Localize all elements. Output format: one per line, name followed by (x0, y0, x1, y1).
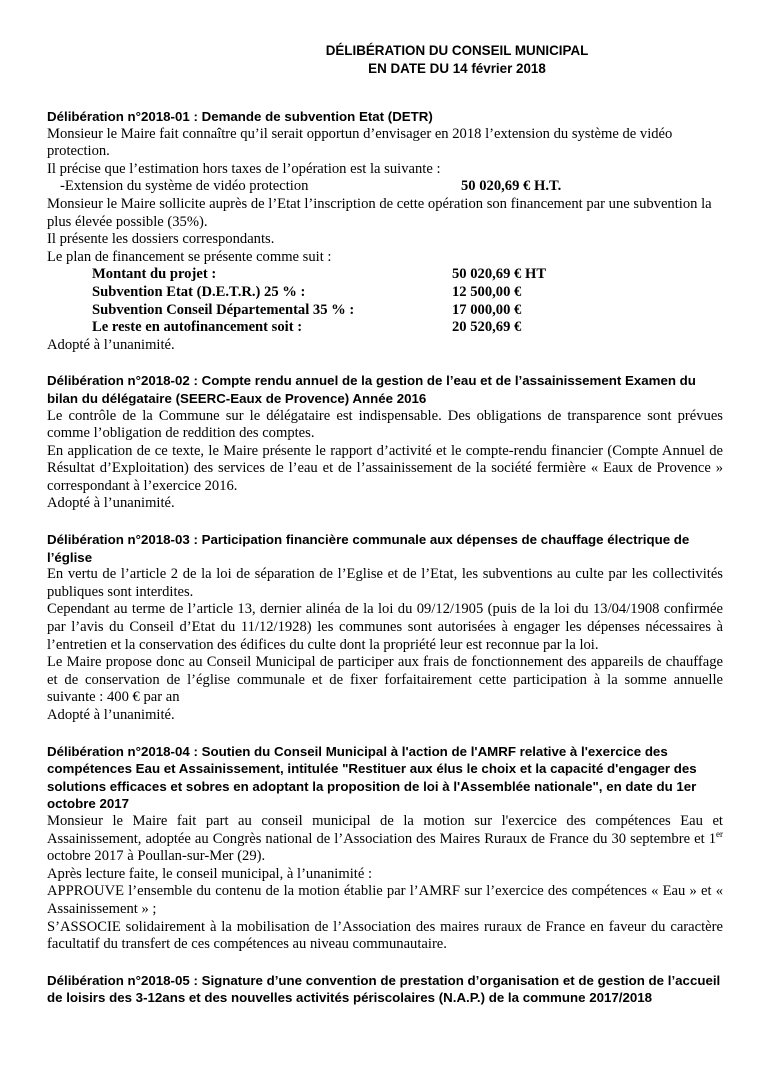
document-title (237, 42, 677, 77)
paragraph: Il précise que l’estimation hors taxes de l’opération est la suivante : (47, 160, 441, 177)
deliberation-heading: Délibération n°2018-03 : Participation financière communale aux dépenses de chauffage électrique de l’église (47, 532, 690, 565)
adopted-note: Adopté à l’unanimité. (47, 707, 175, 723)
adopted-note: Adopté à l’unanimité. (47, 495, 175, 512)
adopted-note: Adopté à l’unanimité. (47, 336, 175, 353)
paragraph: En vertu de l’article 2 de la loi de séparation de l’Eglise et de l’Etat, les subventions au culte par les collectivités publiques sont interdites. (47, 566, 723, 600)
financing-row (47, 302, 723, 320)
deliberation-2018-04 (47, 743, 723, 954)
financing-label: Subvention Etat (D.E.T.R.) 25 % : (92, 283, 306, 300)
deliberation-2018-02 (47, 372, 723, 513)
financing-value: 17 000,00 € (452, 301, 522, 318)
financing-value: 12 500,00 € (452, 283, 522, 300)
paragraph: Monsieur le Maire sollicite auprès de l’Etat l’inscription de cette opération son financement par une subvention la plus élevée possible (35%). (47, 195, 712, 230)
financing-label: Subvention Conseil Départemental 35 % : (92, 301, 355, 318)
paragraph: En application de ce texte, le Maire présente le rapport d’activité et le compte-rendu financier (Compte Annuel de Résultat d’Exploitation) des services de l’eau et de l’assainissement de la société fermière « Eaux de Provence » correspondant à l’exercice 2016. (47, 442, 723, 494)
deliberation-2018-01 (47, 108, 723, 354)
deliberation-heading: Délibération n°2018-02 : Compte rendu annuel de la gestion de l’eau et de l’assainissement Examen du bilan du délégataire (SEERC-Eaux de Provence) Année 2016 (47, 373, 696, 406)
financing-label: Le reste en autofinancement soit : (92, 319, 303, 336)
paragraph: Il présente les dossiers correspondants. (47, 231, 275, 248)
financing-label: Montant du projet : (92, 266, 217, 283)
paragraph-text: octobre 2017 à Poullan-sur-Mer (29). (47, 848, 266, 865)
paragraph: Le contrôle de la Commune sur le délégataire est indispensable. Des obligations de transparence sont prévues comme l’obligation de reddition des comptes. (47, 407, 723, 442)
deliberation-2018-03 (47, 531, 723, 725)
paragraph: Le plan de financement se présente comme suit : (47, 248, 332, 265)
financing-row (47, 284, 723, 302)
financing-value: 20 520,69 € (452, 319, 522, 336)
deliberation-heading: Délibération n°2018-04 : Soutien du Conseil Municipal à l'action de l'AMRF relative à l'exercice des compétences Eau et Assainissement, intitulée "Restituer aux élus le choix et la capacité d'engager des solutions efficaces et sobres en adoptant la proposition de loi à l'Assemblée nationale", en date du 1er octobre 2017 (47, 743, 697, 812)
financing-row (47, 319, 723, 337)
paragraph-text: Monsieur le Maire fait part au conseil municipal de la motion sur l'exercice des compétences Eau et Assainissement, adoptée au Congrès national de l’Association des Maires Ruraux de France du 30 septembre et 1 (47, 812, 723, 847)
deliberation-heading: Délibération n°2018-05 : Signature d’une convention de prestation d’organisation et de gestion de l’accueil de loisirs des 3-12ans et des nouvelles activités périscolaires (N.A.P.) de la commune 2017/2018 (47, 972, 721, 1006)
deliberation-heading: Délibération n°2018-01 : Demande de subvention Etat (DETR) (47, 109, 433, 124)
document-page (47, 42, 723, 1007)
estimate-value: 50 020,69 € H.T. (461, 178, 562, 195)
paragraph: Après lecture faite, le conseil municipal, à l’unanimité : (47, 865, 372, 882)
paragraph: Monsieur le Maire fait connaître qu’il serait opportun d’envisager en 2018 l’extension du système de vidéo protection. (47, 125, 673, 160)
paragraph: APPROUVE l’ensemble du contenu de la motion établie par l’AMRF sur l’exercice des compétences « Eau » et « Assainissement » ; (47, 883, 723, 917)
financing-value: 50 020,69 € HT (452, 266, 547, 283)
title-line-1: DÉLIBÉRATION DU CONSEIL MUNICIPAL (325, 43, 589, 58)
paragraph: Cependant au terme de l’article 13, dernier alinéa de la loi du 09/12/1905 (puis de la loi du 13/04/1908 confirmée par l’avis du Conseil d’Etat du 11/12/1928) les communes sont autorisées à engager les dépenses nécessaires à l’entretien et la conservation des édifices du culte dont la propriété leur est reconnue par la loi. (47, 601, 723, 653)
paragraph: S’ASSOCIE solidairement à la mobilisation de l’Association des maires ruraux de France en faveur du caractère facultatif du transfert de ces compétences au niveau communautaire. (47, 918, 723, 953)
financing-row (47, 266, 723, 284)
deliberation-2018-05 (47, 972, 723, 1007)
paragraph (47, 813, 723, 866)
estimate-row (47, 178, 723, 196)
title-line-2: EN DATE DU 14 février 2018 (368, 60, 546, 76)
superscript: er (716, 828, 723, 839)
paragraph: Le Maire propose donc au Conseil Municipal de participer aux frais de fonctionnement des appareils de chauffage et de conservation de l’église communale et de fixer forfaitairement cette participation à la somme annuelle suivante : 400 € par an (47, 654, 723, 706)
estimate-label: -Extension du système de vidéo protection (60, 178, 309, 195)
